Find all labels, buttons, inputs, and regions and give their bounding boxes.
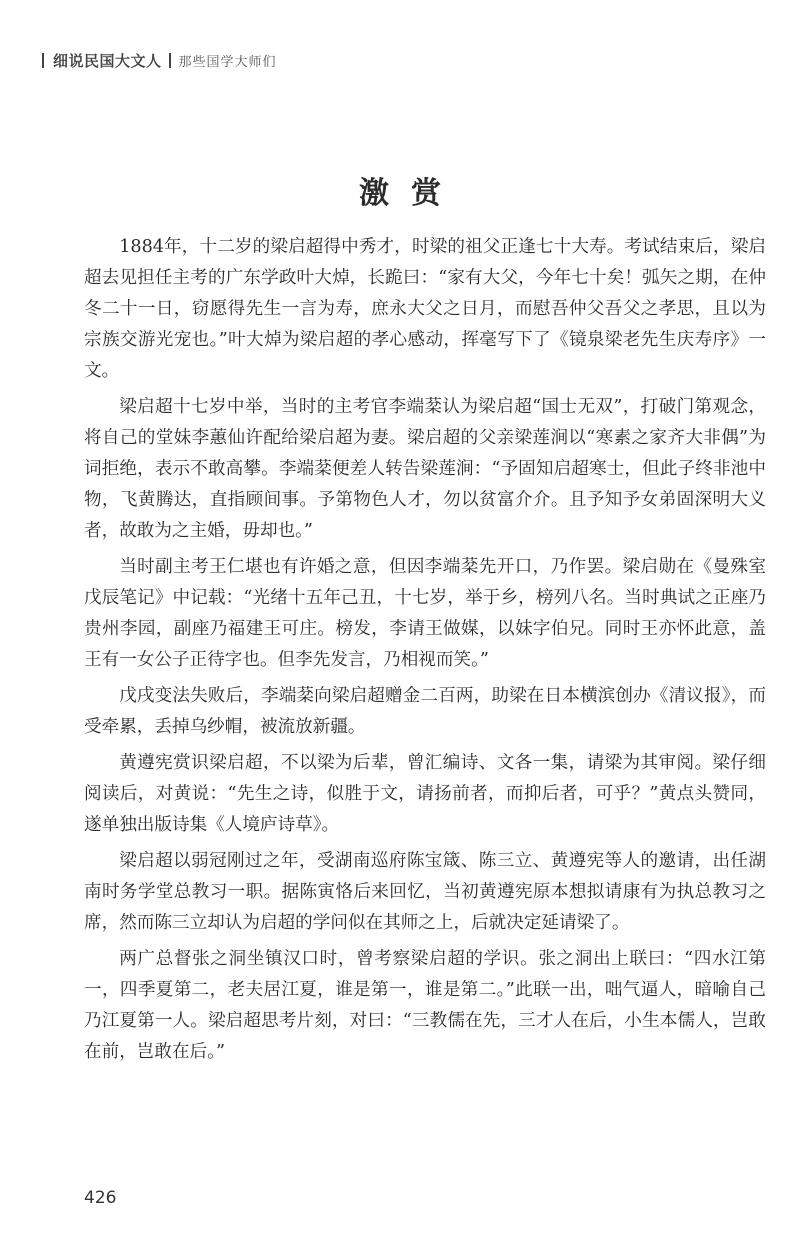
- header-divider-left: [42, 53, 44, 68]
- paragraph: 梁启超以弱冠刚过之年，受湖南巡府陈宝箴、陈三立、黄遵宪等人的邀请，出任湖南时务学堂总教习一职。据陈寅恪后来回忆，当初黄遵宪原本想拟请康有为执总教习之席，然而陈三立却认为启超的学问似在其师之上，后就决定延请梁了。: [84, 851, 766, 933]
- paragraph: 黄遵宪赏识梁启超，不以梁为后辈，曾汇编诗、文各一集，请梁为其审阅。梁仔细阅读后，对黄说：“先生之诗，似胜于文，请扬前者，而抑后者，可乎？”黄点头赞同，遂单独出版诗集《人境庐诗草》。: [84, 753, 766, 835]
- paragraph: 1884年，十二岁的梁启超得中秀才，时梁的祖父正逢七十大寿。考试结束后，梁启超去见担任主考的广东学政叶大焯，长跪曰：“家有大父，今年七十矣！弧矢之期，在仲冬二十一日，窃愿得先生一言为寿，庶永大父之日月，而慰吾仲父吾父之孝思，且以为宗族交游光宠也。”叶大焯为梁启超的孝心感动，挥毫写下了《镜泉梁老先生庆寿序》一文。: [84, 237, 766, 381]
- paragraph: 当时副主考王仁堪也有许婚之意，但因李端棻先开口，乃作罢。梁启勋在《曼殊室戊辰笔记》中记载：“光绪十五年己丑，十七岁，举于乡，榜列八名。当时典试之正座乃贵州李园，副座乃福建王可庄。榜发，李请王做媒，以妹字伯兄。同时王亦怀此意，盖王有一女公子正待字也。但李先发言，乃相视而笑。”: [84, 557, 766, 670]
- header-divider-right: [169, 53, 171, 68]
- body-text: [84, 232, 766, 1073]
- series-title: 那些国学大师们: [178, 54, 277, 70]
- chapter-title: 激赏: [359, 176, 463, 211]
- book-title: 细说民国大文人: [53, 51, 162, 70]
- paragraph: 两广总督张之洞坐镇汉口时，曾考察梁启超的学识。张之洞出上联曰：“四水江第一，四季夏第二，老夫居江夏，谁是第一，谁是第二。”此联一出，咄气逼人，暗喻自己乃江夏第一人。梁启超思考片刻，对曰：“三教儒在先，三才人在后，小生本儒人，岂敢在前，岂敢在后。”: [84, 949, 766, 1062]
- running-header: [42, 48, 277, 72]
- page-number: 426: [84, 1188, 117, 1208]
- paragraph: 戊戌变法失败后，李端棻向梁启超赠金二百两，助梁在日本横滨创办《清议报》，而受牵累，丢掉乌纱帽，被流放新疆。: [84, 686, 766, 737]
- paragraph: 梁启超十七岁中举，当时的主考官李端棻认为梁启超“国士无双”，打破门第观念，将自己的堂妹李蕙仙许配给梁启超为妻。梁启超的父亲梁莲涧以“寒素之家齐大非偶”为词拒绝，表示不敢高攀。李端棻便差人转告梁莲涧：“予固知启超寒士，但此子终非池中物，飞黄腾达，直指顾间事。予第物色人才，勿以贫富介介。且予知予女弟固深明大义者，故敢为之主婚，毋却也。”: [84, 397, 766, 541]
